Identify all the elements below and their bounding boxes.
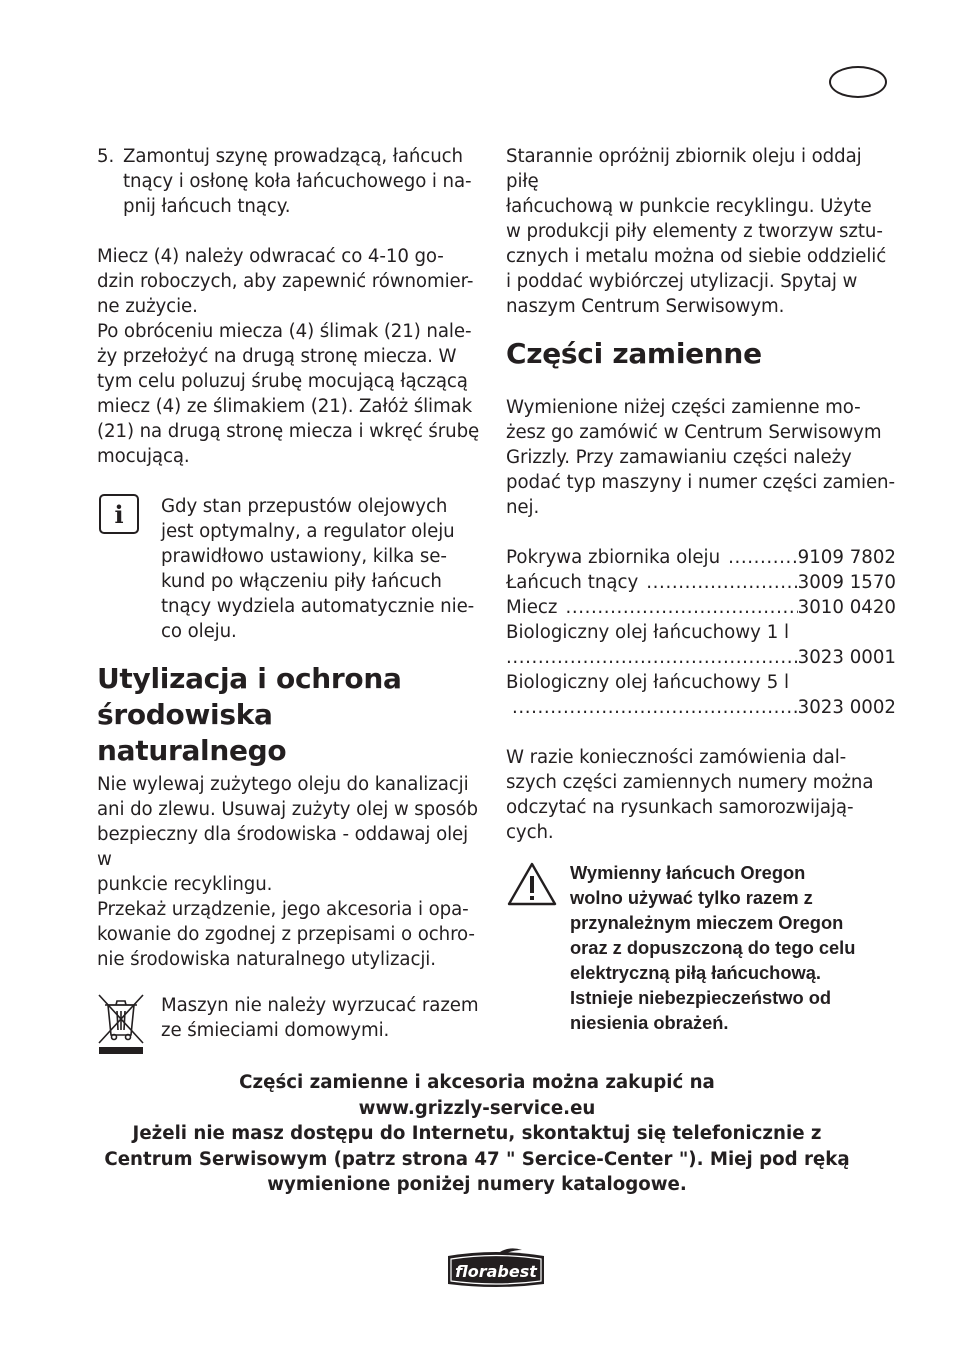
step-5 — [97, 144, 487, 219]
part-name: Miecz — [506, 597, 558, 618]
part-row — [506, 545, 896, 570]
rotate-paragraph: Miecz (4) należy odwracać co 4-10 go- dzin roboczych, aby zapewnić równomier- ne zużycie. Po obróceniu miecza (4) ślimak (21) nale- ży przełożyć na drugą stronę miecza. W tym celu poluzuj śrubę mocującą łączącą miecz (4) ze ślimakiem (21). Załóż ślimak (21) na drugą stronę miecza i wkręć śrubę mocującą. — [97, 246, 480, 467]
part-name: Łańcuch tnący — [506, 572, 639, 593]
more-parts-paragraph: W razie konieczności zamówienia dal- szych części zamiennych numery można odczytać na rysunkach samorozwijają- cych. — [506, 747, 874, 843]
heading-spare-parts: Części zamienne — [506, 337, 762, 370]
step-text: Zamontuj szynę prowadzącą, łańcuch tnący i osłonę koła łańcuchowego i na- pnij łańcuch tnący. — [123, 146, 472, 217]
part-number: 3009 1570 — [797, 572, 896, 593]
step-number: 5. — [97, 146, 115, 167]
weee-note — [97, 993, 487, 1061]
warning-triangle-icon — [506, 860, 558, 908]
part-number: 3023 0001 — [797, 647, 896, 668]
heading-disposal: Utylizacja i ochrona środowiska naturalnego — [97, 662, 402, 767]
weee-note-text: Maszyn nie należy wyrzucać razem ze śmieciami domowymi. — [161, 995, 479, 1041]
info-note — [97, 494, 487, 644]
info-icon: i — [99, 494, 139, 534]
part-row — [506, 620, 896, 645]
disposal-paragraph: Nie wylewaj zużytego oleju do kanalizacji ani do zlewu. Usuwaj zużyty olej w sposób bezpieczny dla środowiska - oddawaj olej w punkcie recyklingu. Przekaż urządzenie, jego akcesoria i opa- kowanie do zgodnej z przepisami o ochro- nie środowiska naturalnego utylizacji. — [97, 774, 478, 970]
footer-note: Części zamienne i akcesoria można zakupić na www.grizzly-service.eu Jeżeli nie masz dostępu do Internetu, skontaktuj się telefonicznie z Centrum Serwisowym (patrz strona 47 " Sercice-Center "). Miej pod ręką wymienione poniżej numery katalogowe. — [104, 1072, 850, 1195]
part-number: 3010 0420 — [797, 597, 896, 618]
part-number: 3023 0002 — [797, 697, 896, 718]
part-number: 9109 7802 — [797, 547, 896, 568]
part-row — [506, 645, 896, 670]
parts-list — [506, 545, 896, 720]
logo-text: florabest — [455, 1262, 537, 1281]
warning-note — [506, 860, 896, 1035]
warning-text: Wymienny łańcuch Oregon wolno używać tylko razem z przynależnym mieczem Oregon oraz z dopuszczoną do tego celu elektryczną piłą łańcuchową. Istnieje niebezpieczeństwo od niesienia obrażeń. — [570, 862, 856, 1033]
left-column — [97, 144, 487, 1061]
part-row — [506, 570, 896, 595]
info-note-text: Gdy stan przepustów olejowych jest optymalny, a regulator oleju prawidłowo ustawiony, kilka se- kund po włączeniu piły łańcuch tnący wydziela automatycznie nie- co oleju. — [161, 496, 475, 642]
language-badge — [829, 66, 887, 98]
part-row — [506, 695, 896, 720]
parts-intro-paragraph: Wymienione niżej części zamienne mo- żesz go zamówić w Centrum Serwisowym Grizzly. Przy zamawianiu części należy podać typ maszyny i numer części zamien- nej. — [506, 397, 895, 518]
part-name: Pokrywa zbiornika oleju — [506, 547, 721, 568]
recycle-paragraph: Starannie opróżnij zbiornik oleju i oddaj piłę łańcuchową w punkcie recyklingu. Użyte w produkcji piły elementy z tworzyw sztu- cznych i metalu można od siebie oddzielić i poddać wybiórczej utylizacji. Spytaj w naszym Centrum Serwisowym. — [506, 146, 887, 317]
florabest-logo — [440, 1246, 552, 1290]
part-row — [506, 670, 896, 695]
crossed-bin-icon — [97, 993, 145, 1057]
right-column — [506, 144, 896, 1035]
part-row — [506, 595, 896, 620]
part-name: Biologiczny olej łańcuchowy 1 l — [506, 622, 790, 643]
part-name: Biologiczny olej łańcuchowy 5 l — [506, 672, 790, 693]
